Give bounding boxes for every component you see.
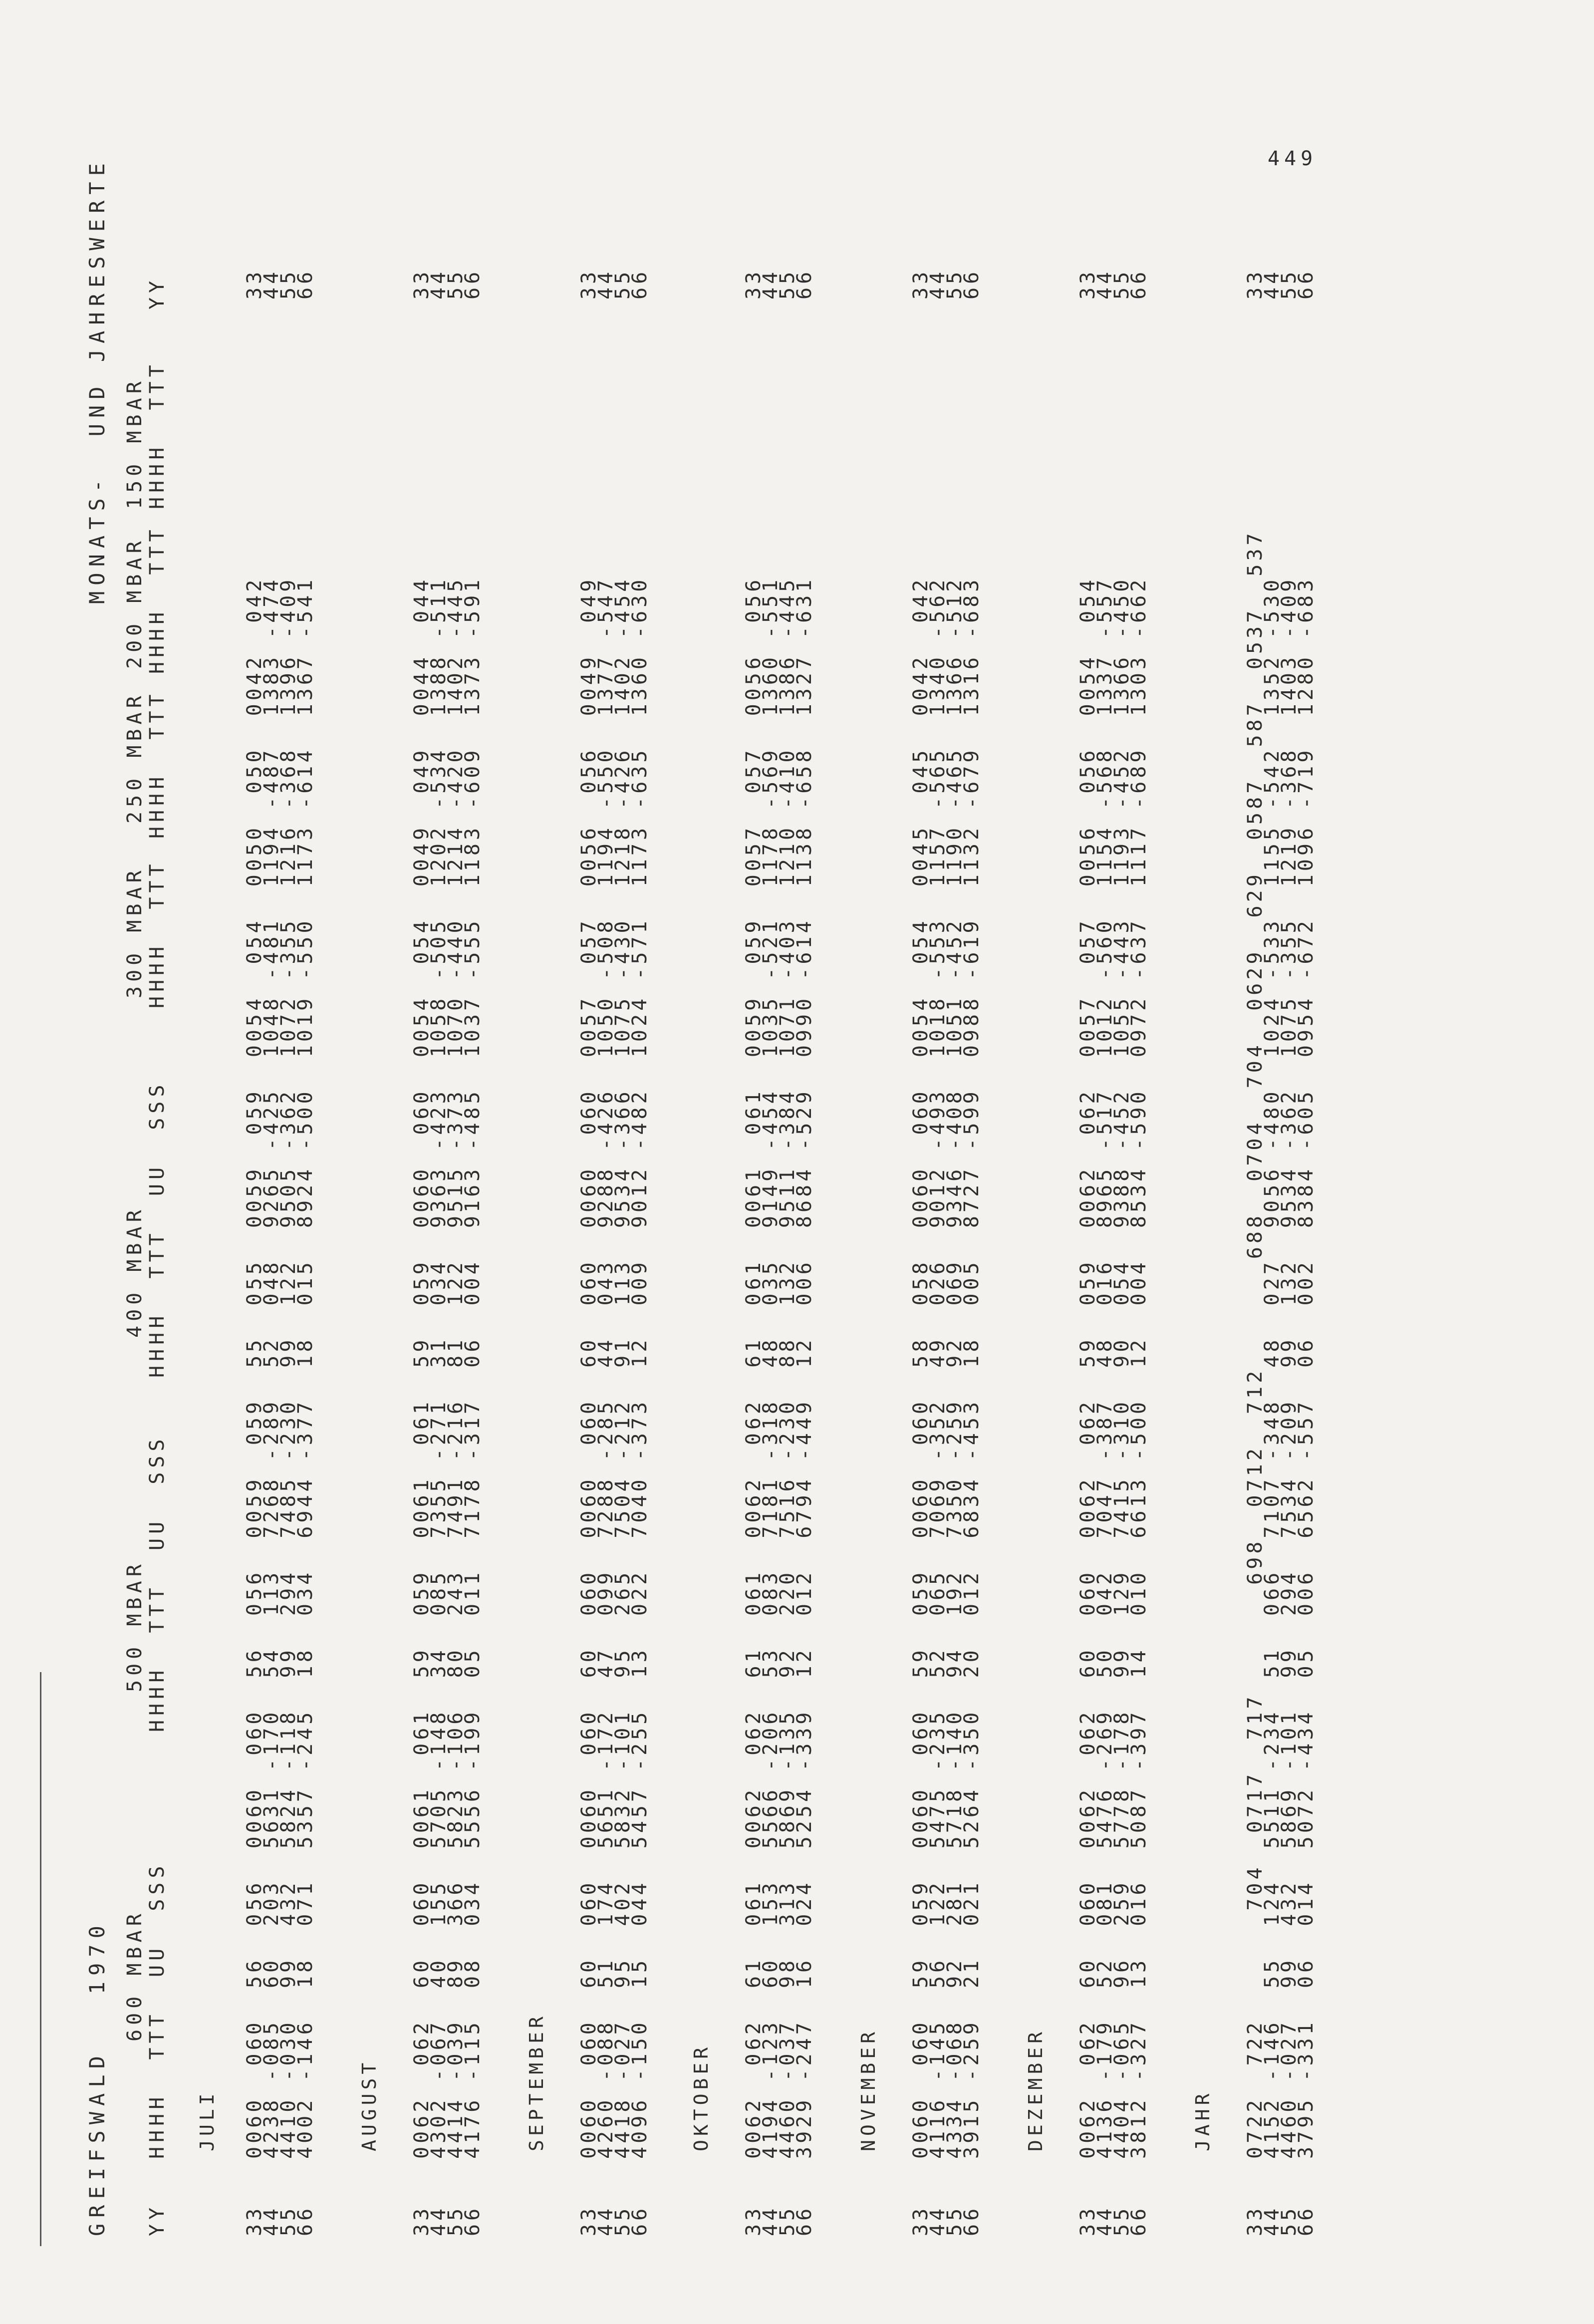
level-300-cols: HHHH TTT [146,860,169,1008]
yy-code-right: 55 [943,268,966,299]
yy-code: 66 [294,2205,317,2236]
yy-code: 55 [776,2205,799,2236]
yy-code-right: 33 [1244,268,1267,299]
table-row: 4302 -067 40 155 5705 -148 34 085 7355 -271 31 034 9363 -423 1058 -505 1202 -534 1388 -511 [427,576,450,2159]
yy-code-right: 44 [1261,268,1284,299]
yy-code-right: 33 [1076,268,1099,299]
table-row: 4260 -088 51 174 5651 -172 47 099 7288 -285 44 043 9288 -426 1050 -508 1194 -550 1377 -547 [594,576,617,2159]
yy-code-right: 33 [742,268,765,299]
table-row: 0060 060 60 060 0060 060 60 060 0060 060 60 060 0060 060 0057 057 0056 056 0049 049 [577,576,600,2159]
report-title: MONATS- UND JAHRESWERTE [85,157,109,604]
yy-code-right: 55 [444,268,467,299]
table-row: 4410 -030 99 432 5824 -118 99 294 7485 -230 99 122 9505 -362 1072 -355 1216 -368 1396 -409 [277,576,300,2159]
table-row: 4404 -065 96 259 5778 -178 99 129 7415 -310 90 054 9388 -452 1055 -443 1193 -452 1366 -450 [1110,576,1133,2159]
yy-code: 66 [628,2205,651,2236]
month-label: NOVEMBER [857,2028,879,2151]
yy-code: 33 [1244,2205,1267,2236]
yy-code: 55 [943,2205,966,2236]
yy-code-right: 44 [427,268,450,299]
table-row: 4334 -068 92 281 5718 -140 94 192 7350 -259 92 069 9346 -408 1051 -452 1190 -465 1366 -512 [943,576,966,2159]
yy-code: 44 [1261,2205,1284,2236]
level-150-label: 150 MBAR [123,377,146,509]
yy-code-right: 33 [243,268,266,299]
yy-code-right: 66 [1295,268,1318,299]
level-300-label: 300 MBAR [123,866,146,998]
table-row: 4460 -037 98 313 5869 -135 92 220 7516 -230 88 132 9511 -384 1071 -403 1210 -410 1386 -445 [776,576,799,2159]
month-label: DEZEMBER [1025,2028,1047,2151]
yy-code-right: 44 [759,268,782,299]
yy-code-right: 44 [1093,268,1116,299]
yy-code-right: 44 [926,268,949,299]
yy-code: 66 [1295,2205,1318,2236]
yy-code: 55 [277,2205,300,2236]
table-row: 4176 -115 08 034 5556 -199 05 011 7178 -317 06 004 9163 -485 1037 -555 1183 -609 1373 -591 [461,576,484,2159]
yy-code-right: 66 [1127,268,1150,299]
yy-code-right: 55 [277,268,300,299]
yy-code: 44 [759,2205,782,2236]
yy-code: 55 [1278,2205,1301,2236]
yy-code-right: 66 [294,268,317,299]
yy-code: 55 [444,2205,467,2236]
yy-code: 44 [926,2205,949,2236]
yy-code-right: 44 [260,268,283,299]
level-500-label: 500 MBAR [123,1560,146,1692]
yy-code: 33 [243,2205,266,2236]
yy-code: 33 [577,2205,600,2236]
table-row: 3929 -247 16 024 5254 -339 12 012 6794 -449 12 006 8684 -529 0990 -614 1138 -658 1327 -631 [793,576,816,2159]
level-200-label: 200 MBAR [123,537,146,669]
month-label: JAHR [1192,2089,1214,2151]
yy-code: 66 [793,2205,816,2236]
level-150-cols: HHHH TTT [146,360,169,509]
yy-code-right: 33 [410,268,433,299]
yy-code-right: 66 [628,268,651,299]
yy-code: 33 [1076,2205,1099,2236]
yy-code: 66 [960,2205,983,2236]
table-row: 0062 062 60 060 0061 061 59 059 0061 061 59 059 0060 060 0054 054 0049 049 0044 044 [410,576,433,2159]
level-600-cols: HHHH TTT UU SSS [146,1861,169,2159]
header-yy-label-right: YY [146,276,169,309]
yy-code: 44 [594,2205,617,2236]
yy-code-right: 66 [793,268,816,299]
yy-code: 66 [1127,2205,1150,2236]
yy-code-right: 44 [594,268,617,299]
month-label: OKTOBER [690,2043,712,2151]
level-200-cols: HHHH TTT [146,525,169,674]
rotated-table [40,0,1437,2246]
table-row: 0060 060 56 056 0060 060 56 056 0059 059 55 055 0059 059 0054 054 0050 050 0042 042 [243,576,266,2159]
yy-code: 66 [461,2205,484,2236]
yy-code: 44 [1093,2205,1116,2236]
table-row: 0722 722 704 0717 717 698 0712 712 688 0704 704 0629 629 0587 587 0537 537 [1244,530,1267,2159]
level-600-label: 600 MBAR [123,1909,146,2041]
table-row: 3795 -331 06 014 5072 -434 05 006 6562 -557 06 002 8384 -605 0954 -672 1096 -719 1280 -683 [1295,576,1318,2159]
table-row: 0062 062 60 060 0062 062 60 060 0062 062 59 059 0062 062 0057 057 0056 056 0054 054 [1076,576,1099,2159]
yy-code-right: 33 [577,268,600,299]
yy-code: 55 [1110,2205,1133,2236]
table-row: 4418 -027 95 402 5832 -101 95 265 7504 -212 91 113 9534 -366 1075 -430 1218 -426 1402 -454 [611,576,634,2159]
page-number: 449 [1268,147,1318,170]
month-label: SEPTEMBER [526,2013,547,2151]
yy-code-right: 55 [776,268,799,299]
table-row: 4414 -039 89 366 5823 -106 80 243 7491 -216 81 122 9515 -373 1070 -440 1214 -420 1402 -445 [444,576,467,2159]
table-row: 3915 -259 21 021 5264 -350 20 012 6834 -453 18 005 8727 -599 0988 -619 1132 -679 1316 -683 [960,576,983,2159]
station-title: GREIFSWALD 1970 [85,1920,109,2236]
level-250-cols: HHHH TTT [146,690,169,839]
yy-code-right: 55 [611,268,634,299]
month-label: AUGUST [358,2058,380,2151]
table-row: 0060 060 59 059 0060 060 59 059 0060 060 58 058 0060 060 0054 054 0045 045 0042 042 [909,576,932,2159]
yy-code: 55 [611,2205,634,2236]
month-label: JULI [196,2089,218,2151]
margin-line [40,1672,41,2246]
yy-code-right: 66 [960,268,983,299]
table-row: 4152 -146 55 124 5511 -234 51 066 7107 -348 48 027 9056 -480 1024 -533 1155 -542 1352 -530 [1261,576,1284,2159]
header-yy-label: YY [146,2203,169,2236]
yy-code-right: 55 [1110,268,1133,299]
table-row: 4096 -150 15 044 5457 -255 13 022 7040 -373 12 009 9012 -482 1024 -571 1173 -635 1360 -630 [628,576,651,2159]
yy-code: 44 [260,2205,283,2236]
yy-code: 33 [410,2205,433,2236]
table-row: 4116 -145 56 122 5475 -235 52 065 7069 -352 49 026 9012 -493 1018 -553 1157 -565 1340 -562 [926,576,949,2159]
table-row: 0062 062 61 061 0062 062 61 061 0062 062 61 061 0061 061 0059 059 0057 057 0056 056 [742,576,765,2159]
level-400-label: 400 MBAR [123,1205,146,1338]
table-row: 4194 -123 60 153 5566 -206 53 083 7181 -318 48 035 9149 -454 1035 -521 1178 -569 1360 -551 [759,576,782,2159]
level-250-label: 250 MBAR [123,691,146,824]
level-500-cols: HHHH TTT UU SSS [146,1435,169,1732]
yy-code: 44 [427,2205,450,2236]
table-row: 4460 -027 99 432 5869 -101 99 294 7534 -209 99 132 9534 -362 1075 -355 1219 -368 1403 -409 [1278,576,1301,2159]
table-row: 4238 -085 60 203 5631 -170 54 113 7268 -289 52 048 9265 -425 1048 -481 1194 -487 1383 -474 [260,576,283,2159]
yy-code: 33 [909,2205,932,2236]
yy-code-right: 33 [909,268,932,299]
table-row: 4136 -179 52 081 5476 -269 50 042 7047 -387 48 016 8965 -517 1012 -560 1154 -568 1337 -557 [1093,576,1116,2159]
yy-code-right: 66 [461,268,484,299]
table-row: 3812 -327 13 016 5087 -397 14 010 6613 -500 12 004 8534 -590 0972 -637 1117 -689 1303 -662 [1127,576,1150,2159]
table-row: 4002 -146 18 071 5357 -245 18 034 6944 -377 18 015 8924 -500 1019 -550 1173 -614 1367 -541 [294,576,317,2159]
yy-code: 33 [742,2205,765,2236]
level-400-cols: HHHH TTT UU SSS [146,1080,169,1378]
yy-code-right: 55 [1278,268,1301,299]
